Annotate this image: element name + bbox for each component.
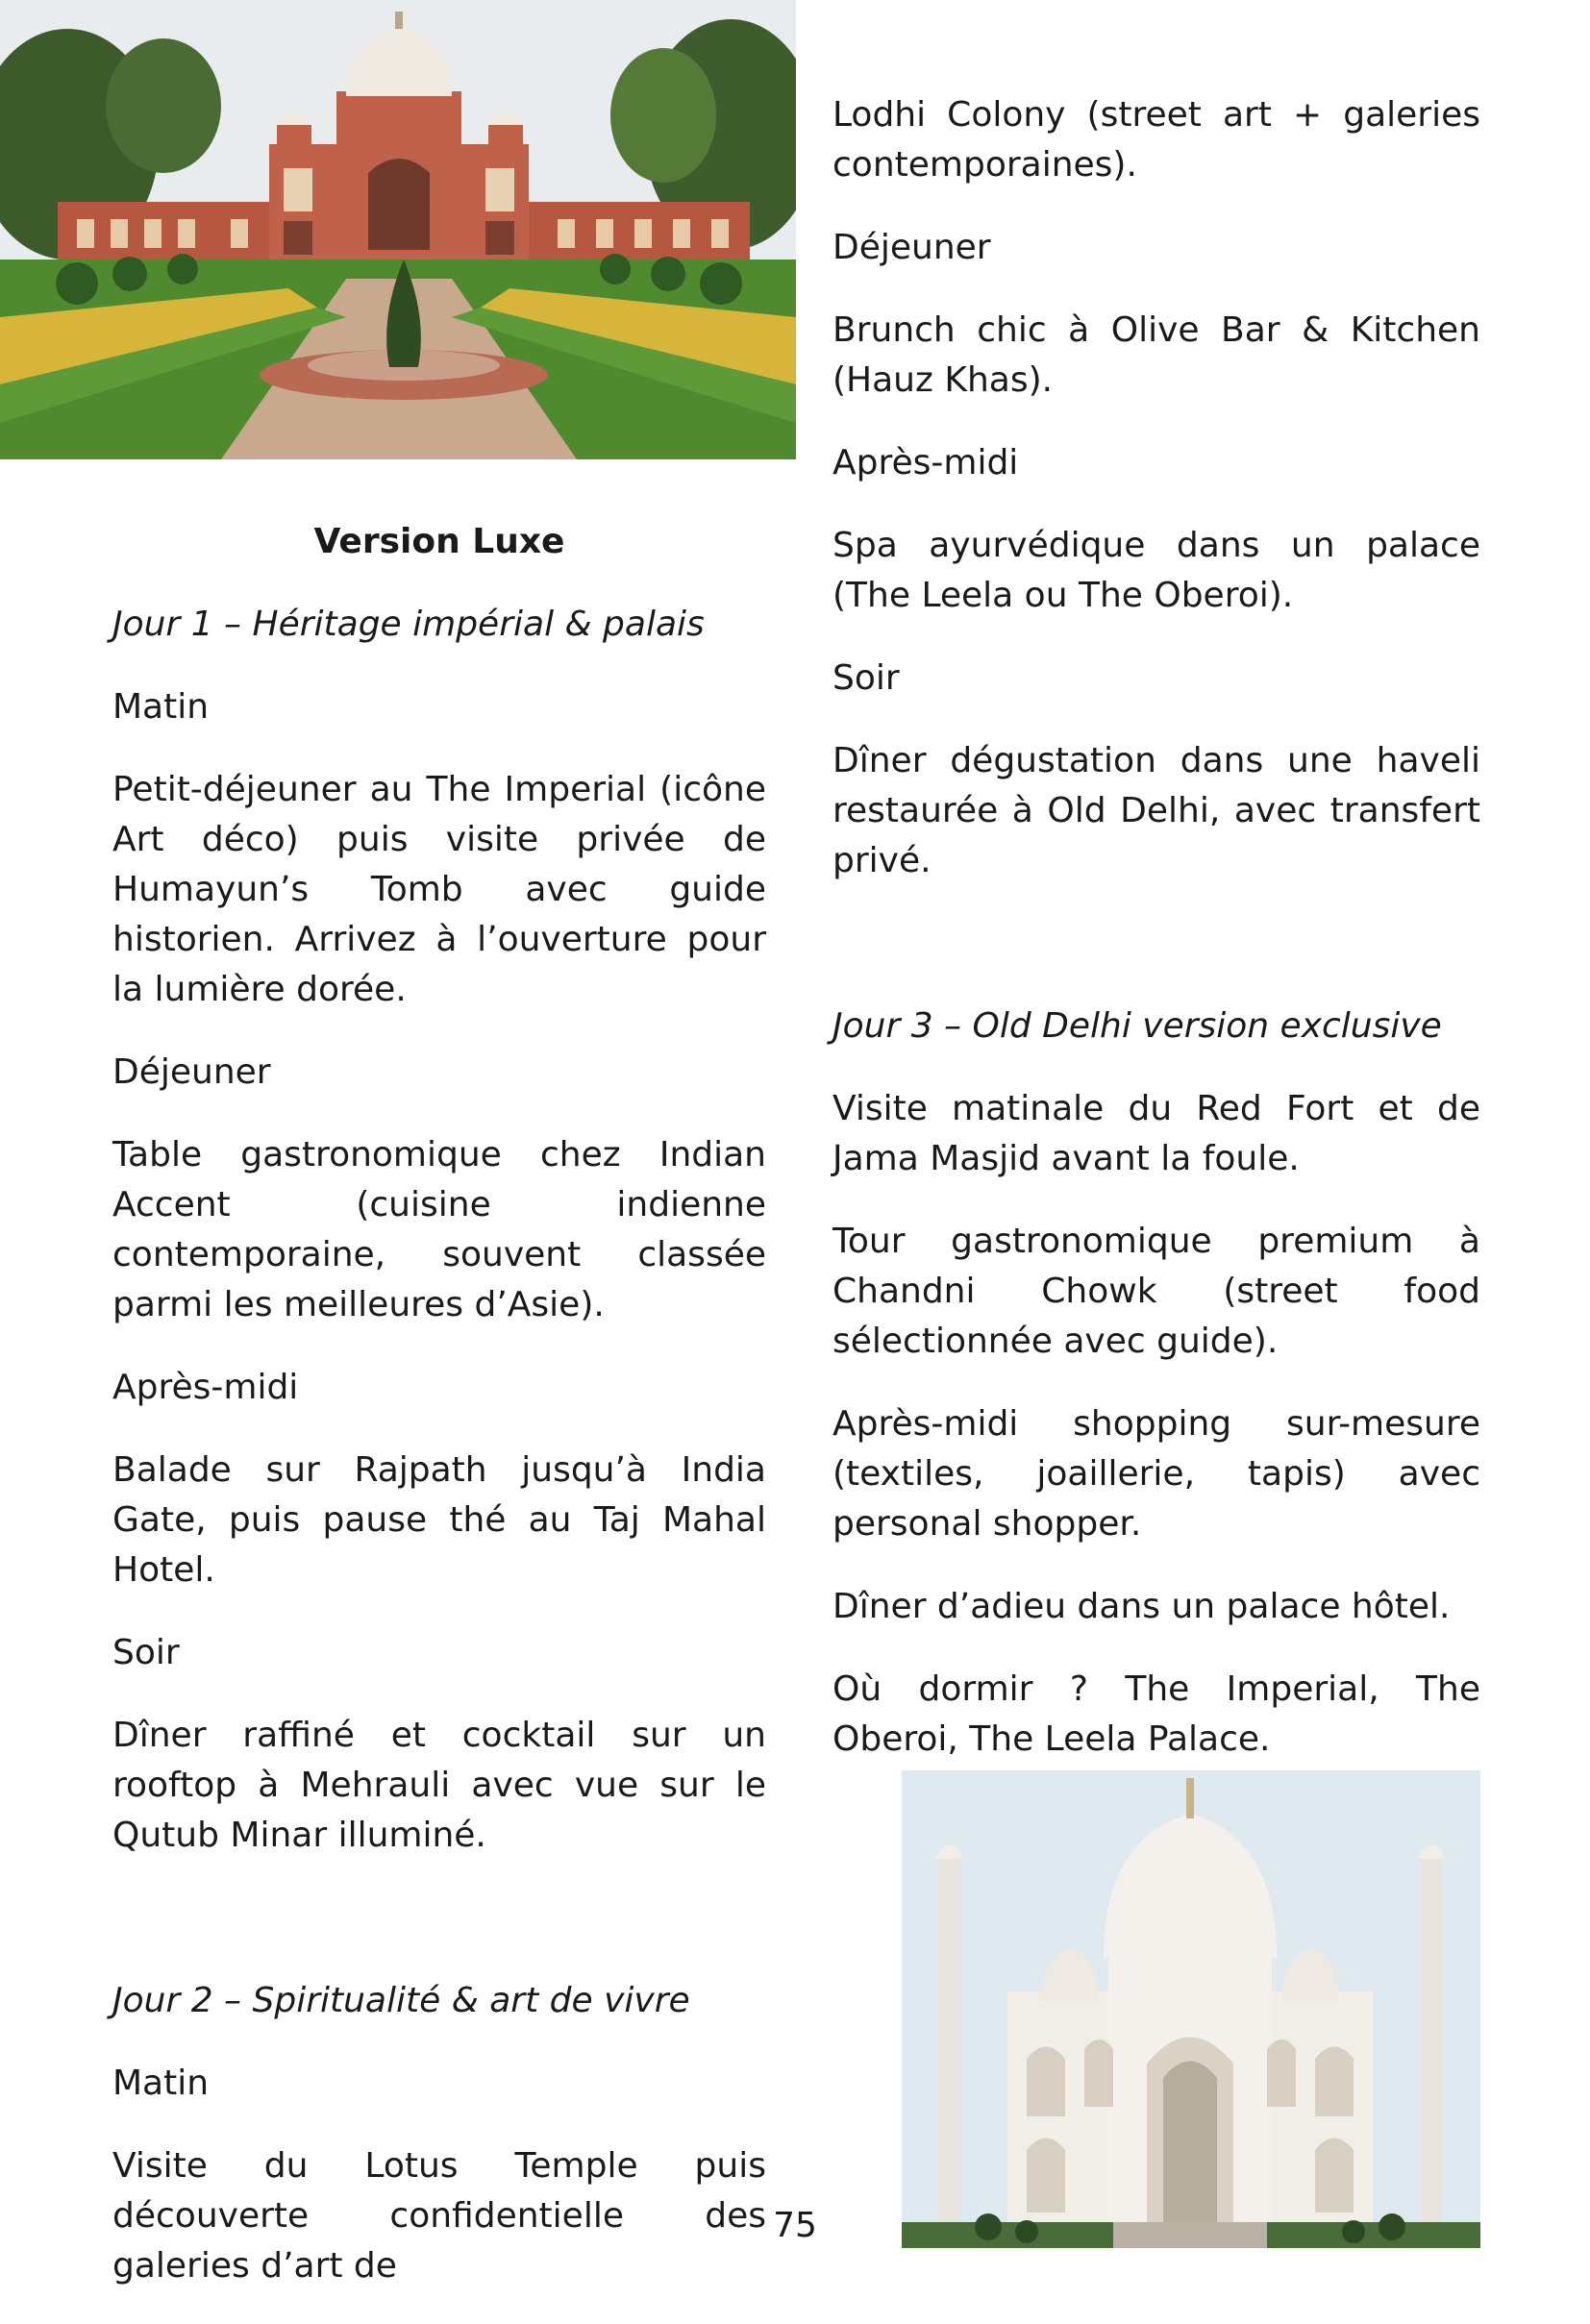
right-column <box>832 90 1480 1797</box>
day-3-paragraph-1: Visite matinale du Red Fort et de Jama Masjid avant la foule. <box>832 1089 1480 1178</box>
day-2-soir-text: Dîner dégustation dans une haveli restaurée à Old Delhi, avec transfert privé. <box>832 741 1480 880</box>
day-1-apresmidi-label: Après-midi <box>112 1368 299 1407</box>
day-3-paragraph-5: Où dormir ? The Imperial, The Oberoi, The Leela Palace. <box>832 1669 1480 1759</box>
day-2-matin-text: Visite du Lotus Temple puis découverte confidentielle des galeries d’art de <box>112 2146 766 2286</box>
day-2-soir-label: Soir <box>832 658 900 698</box>
day-2-apresmidi-text: Spa ayurvédique dans un palace (The Leela ou The Oberoi). <box>832 526 1480 615</box>
day-1-soir-text: Dîner raffiné et cocktail sur un rooftop à Mehrauli avec vue sur le Qutub Minar illuminé. <box>112 1716 766 1855</box>
humayun-tomb-photo <box>0 0 796 459</box>
day-2-dejeuner-text: Brunch chic à Olive Bar & Kitchen (Hauz Khas). <box>832 310 1480 400</box>
day-1-soir-label: Soir <box>112 1633 180 1672</box>
day-1-matin-label: Matin <box>112 687 210 727</box>
page-number: 75 <box>773 2206 817 2245</box>
day-1-dejeuner-label: Déjeuner <box>112 1052 271 1092</box>
day-3-paragraph-3: Après-midi shopping sur-mesure (textiles, joaillerie, tapis) avec personal shopper. <box>832 1404 1480 1544</box>
day-3-title: Jour 3 – Old Delhi version exclusive <box>832 1006 1442 1046</box>
day-2-apresmidi-label: Après-midi <box>832 443 1019 482</box>
day-2-matin-label: Matin <box>112 2064 210 2103</box>
day-2-title: Jour 2 – Spiritualité & art de vivre <box>112 1981 690 2020</box>
section-heading: Version Luxe <box>313 522 565 561</box>
taj-mahal-photo <box>902 1770 1480 2248</box>
day-3-paragraph-2: Tour gastronomique premium à Chandni Chowk (street food sélectionnée avec guide). <box>832 1222 1480 1361</box>
day-2-continued-text: Lodhi Colony (street art + galeries contemporaines). <box>832 95 1480 185</box>
day-1-apresmidi-text: Balade sur Rajpath jusqu’à India Gate, puis pause thé au Taj Mahal Hotel. <box>112 1450 766 1590</box>
day-1-dejeuner-text: Table gastronomique chez Indian Accent (cuisine indienne contemporaine, souvent classée parmi les meilleures d’Asie). <box>112 1135 766 1324</box>
day-1-matin-text: Petit-déjeuner au The Imperial (icône Art déco) puis visite privée de Humayun’s Tomb avec guide historien. Arrivez à l’ouverture pour la lumière dorée. <box>112 770 766 1009</box>
left-column <box>112 517 766 2324</box>
day-3-paragraph-4: Dîner d’adieu dans un palace hôtel. <box>832 1587 1451 1626</box>
day-2-dejeuner-label: Déjeuner <box>832 228 991 267</box>
day-1-title: Jour 1 – Héritage impérial & palais <box>112 605 705 644</box>
